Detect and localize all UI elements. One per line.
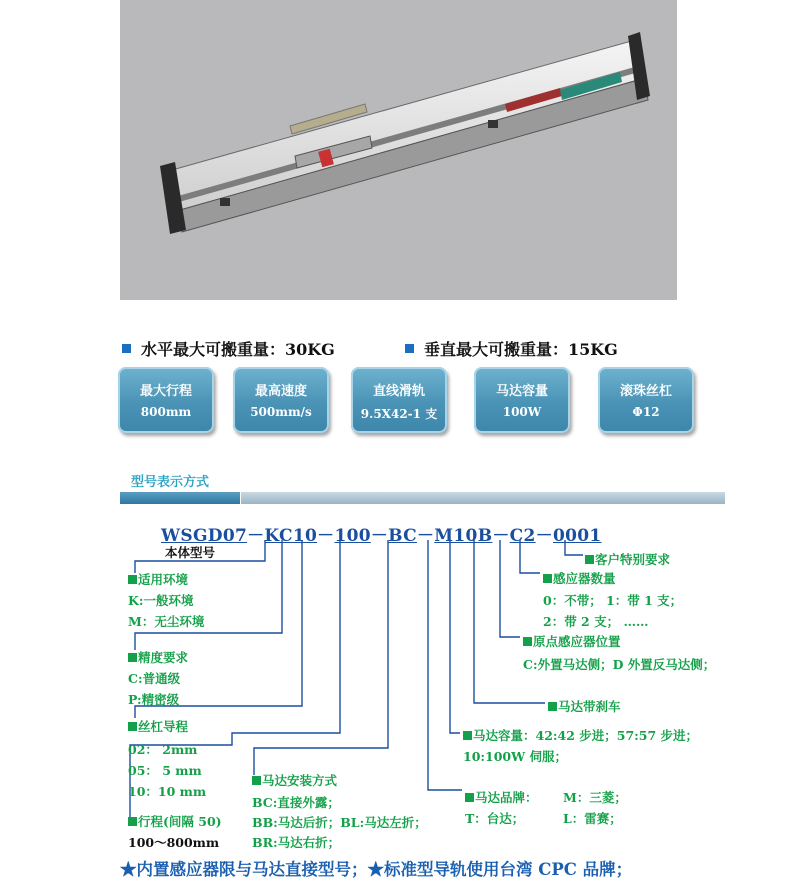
bullet-square-icon [252,776,261,785]
precision-p: P:精密级 [128,692,180,707]
precision-c: C:普通级 [128,671,181,686]
stroke-range: 100～800mm [128,835,220,850]
origin-options: C:外置马达侧；D 外置反马达侧； [523,657,716,672]
body-type-label: 本体型号 [165,545,216,560]
model-part-sensor-qty: 2 [523,526,536,546]
model-part-origin: C [509,526,524,546]
model-part-brake: B [477,526,493,546]
mount-head: 马达安装方式 [252,771,337,789]
spec-box-max-stroke: 最大行程 800mm [118,367,214,433]
bullet-square-icon [128,653,137,662]
env-k: K:一般环境 [128,593,194,608]
brake-head: 马达带刹车 [548,697,621,715]
model-part-custom: 0001 [552,526,602,546]
capacity-head: 马达容量：42:42 步进；57:57 步进； [463,726,698,744]
brand-l: L：雷赛； [563,811,622,826]
env-head: 适用环境 [128,570,188,588]
spec-box-motor-capacity: 马达容量 100W [474,367,570,433]
bullet-square-icon [585,555,594,564]
model-part-lead: 10 [292,526,318,546]
origin-head: 原点感应器位置 [523,632,621,650]
model-code: WSGD07－KC10－100－BC－M10B－C2－0001 [161,526,602,546]
bullet-square-icon [523,637,532,646]
bullet-square-icon [465,793,474,802]
lead-02: 02： 2mm [128,742,198,757]
mount-bc: BC:直接外露； [252,795,340,810]
model-part-stroke: 100 [334,526,371,546]
horizontal-load: 水平最大可搬重量：30KG [122,337,335,360]
model-part-brand: M [434,526,454,546]
spec-box-ball-screw: 滚珠丝杠 Φ12 [598,367,694,433]
env-m: M：无尘环境 [128,614,205,629]
bullet-square-icon [128,817,137,826]
bullet-square-icon [463,731,472,740]
sensor-qty-2: 2：带 2 支； …… [543,614,649,629]
lead-10: 10：10 mm [128,784,207,799]
bullet-square-icon [548,702,557,711]
sensor-qty-head: 感应器数量 [543,569,616,587]
lead-head: 丝杠导程 [128,717,188,735]
precision-head: 精度要求 [128,648,188,666]
lead-05: 05： 5 mm [128,763,202,778]
spec-box-max-speed: 最高速度 500mm/s [233,367,329,433]
custom-head: 客户特别要求 [585,550,670,568]
brand-t: T：台达； [465,811,525,826]
model-part-precision: C [279,526,293,546]
model-part-capacity: 10 [453,526,478,546]
mount-br: BR:马达右折； [252,835,341,850]
bullet-square-icon [128,722,137,731]
sensor-qty-0-1: 0：不带； 1：带 1 支； [543,593,683,608]
spec-box-linear-rail: 直线滑轨 9.5X42-1 支 [351,367,447,433]
capacity-servo: 10:100W 伺服； [463,749,567,764]
vertical-load: 垂直最大可搬重量：15KG [405,337,618,360]
bullet-square-icon [128,575,137,584]
brand-head: 马达品牌： [465,788,538,806]
footer-note: ★内置感应器限与马达直接型号；★标准型导轨使用台湾 CPC 品牌； [120,860,633,879]
model-part-body: WSGD07 [161,526,248,546]
mount-bb-bl: BB:马达后折；BL:马达左折； [252,815,427,830]
model-part-mount: BC [388,526,417,546]
model-part-env: K [264,526,280,546]
brand-m: M：三菱； [563,790,627,805]
stroke-head: 行程(间隔 50) [128,812,222,830]
bullet-square-icon [543,574,552,583]
section-title: 型号表示方式 [131,475,210,490]
